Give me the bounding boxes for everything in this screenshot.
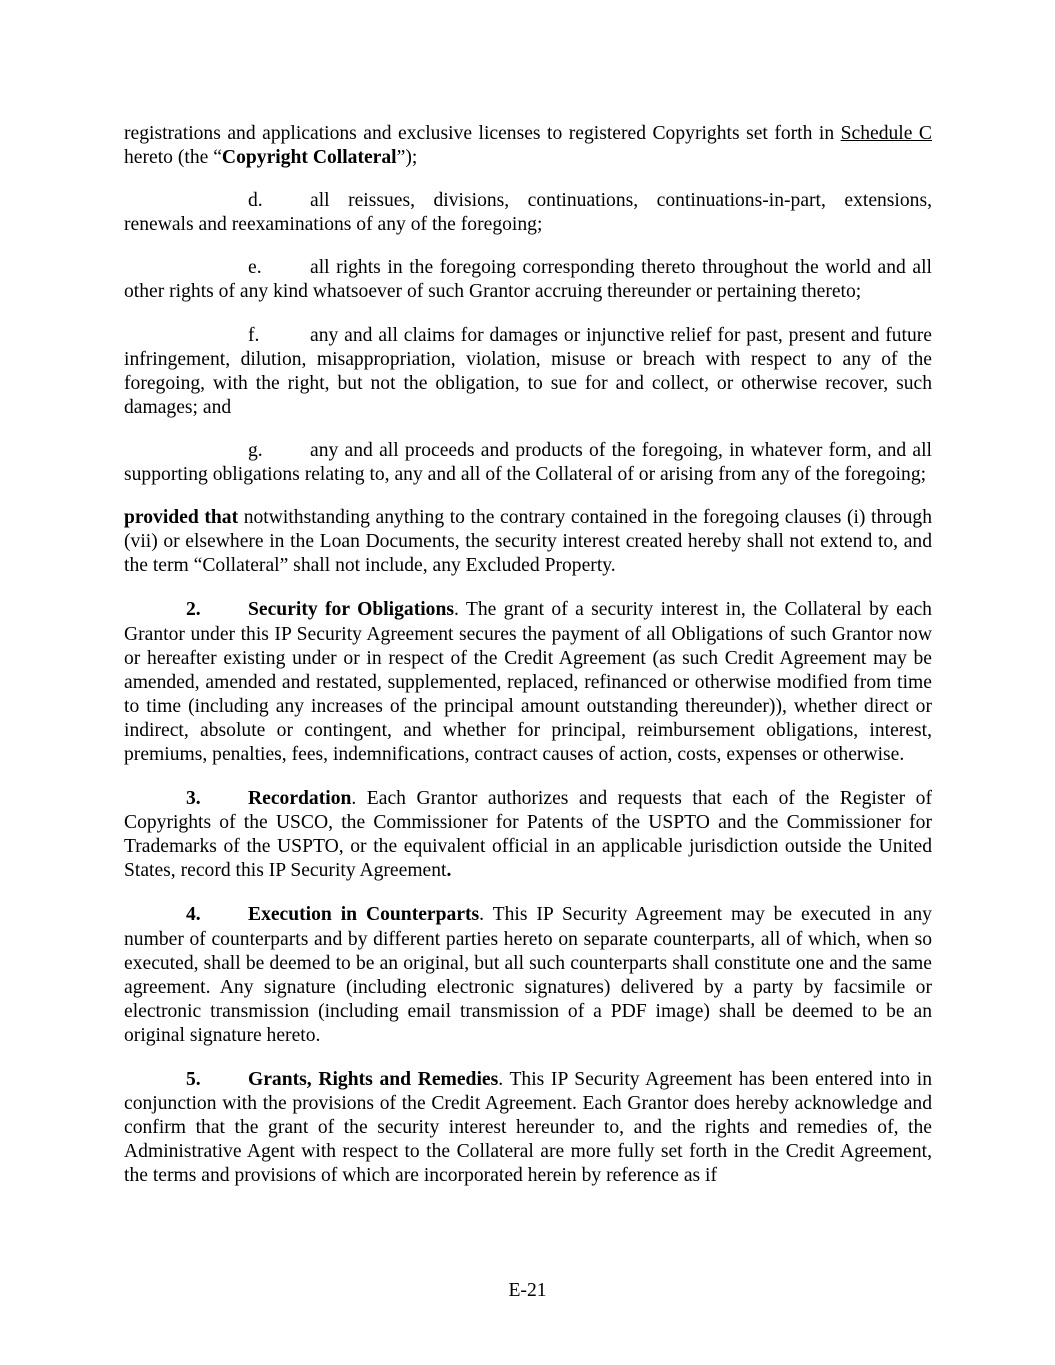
section-5: 5. Grants, Rights and Remedies. This IP Security Agreement has been entered into in conjunction with the provisions of the Credit Agreement. Each Grantor does hereby acknowledge and confirm that the grant of the security interest hereunder to, and the rights and remedies of, the Administrative Agent with respect to the Collateral are more fully set forth in the Credit Agreement, the terms and provisions of which are incorporated herein by reference as if	[124, 1069, 932, 1187]
clause-g: g. any and all proceeds and products of the foregoing, in whatever form, and all supporting obligations relating to, any and all of the Collateral of or arising from any of the foregoing;	[124, 439, 932, 486]
document-body	[124, 122, 932, 1188]
section-3: 3. Recordation. Each Grantor authorizes and requests that each of the Register of Copyrights of the USCO, the Commissioner for Patents of the USPTO and the Commissioner for Trademarks of the USPTO, or the equivalent official in an applicable jurisdiction outside the United States, record this IP Security Agreement.	[124, 788, 932, 882]
section-4: 4. Execution in Counterparts. This IP Security Agreement may be executed in any number of counterparts and by different parties hereto on separate counterparts, all of which, when so executed, shall be deemed to be an original, but all such counterparts shall constitute one and the same agreement. Any signature (including electronic signatures) delivered by a party by facsimile or electronic transmission (including email transmission of a PDF image) shall be deemed to be an original signature hereto.	[124, 904, 932, 1046]
page-number: E-21	[508, 1280, 547, 1301]
proviso-lead: provided that	[124, 507, 239, 529]
defined-term-copyright-collateral: Copyright Collateral	[221, 147, 397, 169]
section-title: Recordation	[248, 788, 352, 810]
clause-f: f. any and all claims for damages or injunctive relief for past, present and future infringement, dilution, misappropriation, violation, misuse or breach with respect to any of the foregoing, with the right, but not the obligation, to sue for and collect, or otherwise recover, such damages; and	[124, 324, 932, 418]
clause-d: d. all reissues, divisions, continuations, continuations-in-part, extensions, renewals and reexaminations of any of the foregoing;	[124, 190, 932, 236]
intro-paragraph: registrations and applications and exclusive licenses to registered Copyrights set forth in Schedule C hereto (the “Copyright Collateral”);	[124, 123, 932, 169]
clause-e: e. all rights in the foregoing corresponding thereto throughout the world and all other rights of any kind whatsoever of such Grantor accruing thereunder or pertaining thereto;	[124, 257, 932, 303]
section-title: Execution in Counterparts	[248, 904, 480, 926]
clause-label: e.	[248, 257, 262, 279]
section-number: 5.	[186, 1069, 201, 1090]
section-title: Security for Obligations	[248, 599, 454, 621]
section-number: 2.	[186, 599, 201, 621]
proviso-paragraph: provided that notwithstanding anything to the contrary contained in the foregoing clauses (i) through (vii) or elsewhere in the Loan Documents, the security interest created hereby shall not extend to, and the term “Collateral” shall not include, any Excluded Property.	[124, 507, 932, 577]
section-title: Grants, Rights and Remedies	[248, 1069, 499, 1090]
clause-label: g.	[248, 439, 263, 461]
clause-label: d.	[248, 190, 263, 212]
schedule-c-reference: Schedule C	[840, 123, 932, 144]
clause-label: f.	[248, 324, 260, 346]
section-number: 4.	[186, 904, 201, 926]
section-number: 3.	[186, 788, 201, 810]
section-2: 2. Security for Obligations. The grant of a security interest in, the Collateral by each Grantor under this IP Security Agreement secures the payment of all Obligations of such Grantor now or hereafter existing under or in respect of the Credit Agreement (as such Credit Agreement may be amended, amended and restated, supplemented, replaced, refinanced or otherwise modified from time to time (including any increases of the principal amount outstanding thereunder)), whether direct or indirect, absolute or contingent, and whether for principal, reimbursement obligations, interest, premiums, penalties, fees, indemnifications, contract causes of action, costs, expenses or otherwise.	[124, 599, 932, 765]
